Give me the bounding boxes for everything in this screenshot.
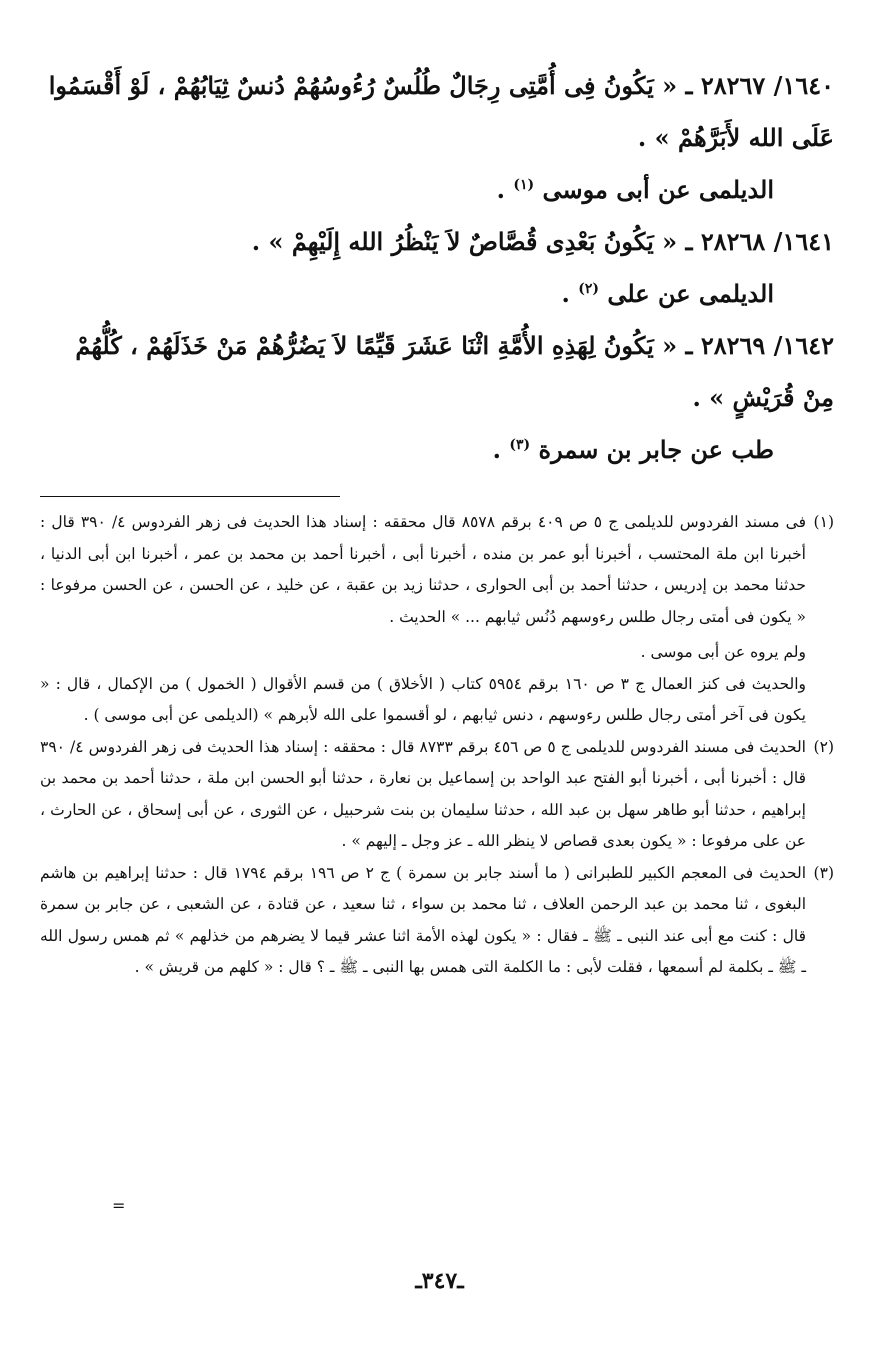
footnote-3-para-1: الحديث فى المعجم الكبير للطبرانى ( ما أسند جابر بن سمرة ) ج ٢ ص ١٩٦ برقم ١٧٩٤ قال : حدثنا إبراهيم بن هاشم البغوى ، ثنا محمد بن عبد الرحمن العلاف ، ثنا محمد بن سواء ، ثنا سعيد ، عن قتادة ، عن الشعبى ، عن جابر بن سمرة قال : كنت مع أبى عند النبى ـ ﷺ ـ فقال : « يكون لهذه الأمة اثنا عشر قيما لا يضرهم من خذلهم » ثم همس رسول الله ـ ﷺ ـ بكلمة لم أسمعها ، فقلت لأبى : ما الكلمة التى همس بها النبى ـ ﷺ ـ ؟ قال : « كلهم من قريش » . xyxy=(40,863,807,976)
source-1641 xyxy=(40,268,834,320)
footnote-1-number: (١) xyxy=(813,513,834,531)
footnote-ref-2: (٢) xyxy=(578,281,599,297)
hadith-1641: ١٦٤١/ ٢٨٢٦٨ ـ « يَكُونُ بَعْدِى قُصَّاصٌ لاَ يَنْظُرُ الله إِلَيْهِمْ » . xyxy=(251,227,834,256)
source-1641-dot: . xyxy=(561,279,570,308)
main-text xyxy=(40,60,834,476)
footnote-separator xyxy=(40,496,340,497)
footnote-2-number: (٢) xyxy=(813,737,834,756)
source-1642-text: طب عن جابر بن سمرة xyxy=(538,435,774,464)
source-1642 xyxy=(40,424,834,476)
footnote-3-number: (٣) xyxy=(813,863,834,882)
page xyxy=(40,60,834,984)
footnote-1-body xyxy=(40,507,806,732)
source-1641-text: الديلمى عن على xyxy=(607,279,774,308)
footnote-1 xyxy=(40,507,834,732)
footnote-1-para-2: ولم يروه عن أبى موسى . xyxy=(640,643,806,661)
footnotes xyxy=(40,507,834,984)
source-1640-dot: . xyxy=(496,175,506,204)
hadith-1642-line2: مِنْ قُرَيْشٍ » . xyxy=(692,383,834,412)
footnote-3-body xyxy=(40,858,806,984)
footnote-2 xyxy=(40,732,834,858)
footnote-1-para-1: فى مسند الفردوس للديلمى ج ٥ ص ٤٠٩ برقم ٨٥٧٨ قال محققه : إسناد هذا الحديث فى زهر الفردوس ٤/ ٣٩٠ قال : أخبرنا ابن ملة المحتسب ، أخبرنا أبو عمر بن منده ، أخبرنا أبى ، أخبرنا أحمد بن محمد بن عمر ، أخبرنا ابن أبى الدنيا ، حدثنا محمد بن إدريس ، حدثنا أحمد بن أبى الحوارى ، حدثنا زيد بن عقبة ، عن خليد ، عن الحسن ، عن الحسن مرفوعا : « يكون فى أمتى رجال طلس رءوسهم دُنُس ثيابهم ... » الحديث . xyxy=(40,513,806,626)
source-1642-dot: . xyxy=(492,435,501,464)
footnote-2-body xyxy=(40,732,806,858)
continuation-mark: = xyxy=(112,1196,126,1215)
hadith-1642-line1: ١٦٤٢/ ٢٨٢٦٩ ـ « يَكُونُ لِهَذِهِ الأُمَّةِ اثْنَا عَشَرَ قَيِّمًا لاَ يَضُرُّهُمْ مَنْ خَذَلَهُمْ ، كُلُّهُمْ xyxy=(75,331,834,360)
footnote-1-para-3: والحديث فى كنز العمال ج ٣ ص ١٦٠ برقم ٥٩٥٤ كتاب ( الأخلاق ) من قسم الأقوال ( الخمول ) من الإكمال ، قال : « يكون فى آخر أمتى رجال طلس رءوسهم ، دنس ثيابهم ، لو أقسموا على الله لأبرهم » (الديلمى عن أبى موسى ) . xyxy=(40,674,806,724)
footnote-3 xyxy=(40,858,834,984)
footnote-2-para-1: الحديث فى مسند الفردوس للديلمى ج ٥ ص ٤٥٦ برقم ٨٧٣٣ قال : محققه : إسناد هذا الحديث فى زهر الفردوس ٤/ ٣٩٠ قال : أخبرنا أبى ، أخبرنا أبو الفتح عبد الواحد بن إسماعيل بن نعارة ، حدثنا أبو الحسن ابن ملة ، حدثنا أحمد بن محمد بن إبراهيم ، حدثنا أبو طاهر سهل بن عبد الله ، حدثنا سليمان بن بنت شرحبيل ، عن الثورى ، عن أبى إسحاق ، عن الحارث ، عن على مرفوعا : « يكون بعدى قصاص لا ينظر الله ـ عز وجل ـ إليهم » . xyxy=(40,737,806,850)
footnote-ref-3: (٣) xyxy=(509,437,531,453)
source-1640 xyxy=(40,164,834,216)
hadith-1640-line2: عَلَى الله لأَبَرَّهُمْ » . xyxy=(637,123,834,152)
page-number: ـ٣٤٧ـ xyxy=(415,1268,464,1294)
footnote-ref-1: (١) xyxy=(513,177,535,193)
hadith-1640-line1: ١٦٤٠/ ٢٨٢٦٧ ـ « يَكُونُ فِى أُمَّتِى رِجَالٌ طُلُسٌ رُءُوسُهُمْ دُنسٌ ثِيَابُهُمْ ، لَوْ أَقْسَمُوا xyxy=(48,71,834,100)
source-1640-text: الديلمى عن أبى موسى xyxy=(542,175,774,204)
